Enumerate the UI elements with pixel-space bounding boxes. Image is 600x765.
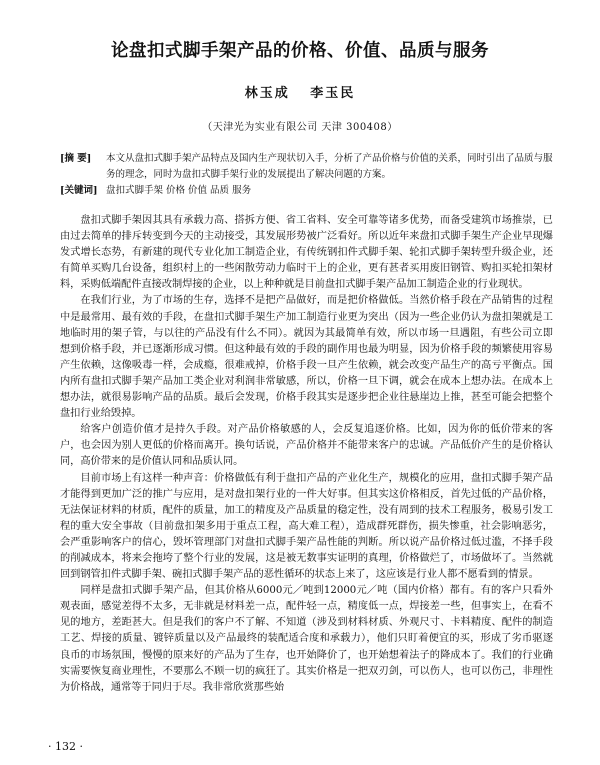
affiliation-line: （天津光为实业有限公司 天津 300408） (202, 122, 398, 133)
author-line: 林玉成 李玉民 (244, 86, 356, 101)
keywords-block (60, 183, 560, 199)
keywords-text: 盘扣式脚手架 价格 价值 品质 服务 (106, 185, 252, 196)
body-paragraph: 盘扣式脚手架因其具有承载力高、搭拆方便、省工省料、安全可靠等诸多优势，而备受建筑市场推崇，已由过去简单的排斥转变到今天的主动接受，其发展形势被广泛看好。所以近年来盘扣式脚手架生产企业早现爆发式增长态势，有新建的现代专业化加工制造企业，有传统钢扣件式脚手架、轮扣式脚手架转型升级企业，还有简单买购几台设备，组织村上的一些闲散劳动力临时干上的企业，更有甚者买用废旧钢管、购扣买轮扣架材料，采购低端配件直接改制焊接的企业，以上种种就是目前盘扣式脚手架产品加工制造企业的行业现状。 (60, 215, 553, 291)
body-paragraph: 在我们行业，为了市场的生存，选择不是把产品做好，而是把价格做低。当然价格手段在产品销售的过程中是最常用、最有效的手段，在盘扣式脚手架生产加工制造行业更为突出（因为一些企业仍认为盘扣架就是工地临时用的架子管，与以往的产品没有什么不同）。就因为其最简单有效，所以市场一旦遇阻，有些公司立即想到价格手段，并已逐渐形成习惯。但这种最有效的手段的副作用也最为明显，因为价格手段的频繁使用容易产生依赖，这像吸毒一样，会成瘾，很难戒掉，价格手段一旦产生依赖，就会改变产品生产的高亏平衡点。国内所有盘扣式脚手架产品加工类企业对利润非常敏感，所以，价格一旦下调，就会在成本上想办法。在成本上想办法，就很易影响产品的品质。最后会发现，价格手段其实是逐步把企业往悬崖边上推，甚至可能会把整个盘扣行业给毁掉。 (60, 295, 553, 420)
abstract-label: [摘 要] (60, 153, 92, 164)
abstract-text: 本文从盘扣式脚手架产品特点及国内生产现状切入手，分析了产品价格与价值的关系，同时引出了品质与服务的理念，同时为盘扣式脚手架行业的发展提出了解决问题的方案。 (106, 153, 553, 180)
body-paragraph: 给客户创造价值才是持久手段。对产品价格敏感的人，会反复追逐价格。比如，因为你的低价带来的客户，也会因为别人更低的价格而离开。换句话说，产品价格并不能带来客户的忠诚。产品低价产生的是价格认同，高价带来的是价值认同和品质认同。 (60, 424, 553, 468)
body-paragraph: 目前市场上有这样一种声音：价格做低有利于盘扣产品的产业化生产，规模化的应用，盘扣式脚手架产品才能得到更加广泛的推广与应用，是对盘扣架行业的一件大好事。但其实这价格相反，首先过低的产品价格，无法保证材料的材质，配件的质量，加工的精度及产品质量的稳定性，没有周到的技术工程服务，极易引发工程的重大安全事故（目前盘扣架多用于重点工程，高大难工程），造成群死群伤，损失惨重，社会影响恶劣，会严重影响客户的信心，毁坏管理部门对盘扣式脚手架产品性能的判断。所以说产品价格过低过滥，不择手段的削减成本，将来会拖垮了整个行业的发展，这是被无数事实证明的真理，价格做烂了，市场做坏了。当然就回到钢管扣件式脚手架、碗扣式脚手架产品的恶性循环的状态上来了，这应该是行业人都不愿看到的情景。 (60, 472, 553, 581)
article-body (60, 213, 553, 696)
paper-title: 论盘扣式脚手架产品的价格、价值、品质与服务 (111, 41, 489, 61)
abstract-block (60, 151, 560, 183)
keywords-label: [关键词] (60, 185, 98, 196)
page-number: · 132 · (48, 740, 83, 753)
body-paragraph: 同样是盘扣式脚手架产品，但其价格从6000元／吨到12000元／吨（国内价格）都有。有的客户只看外观表面，感觉差得不太多，无非就是材料差一点，配件轻一点，精度低一点，焊接差一些，但事实上，在看不见的地方，差距甚大。但是我们的客户不了解、不知道（涉及到材料材质、外观尺寸、卡料精度、配件的制造工艺、焊接的质量、镀锌质量以及产品最终的装配适合度和承载力），他们只盯着便宜的买，形成了劣币驱逐良币的市场氛围，慢慢的原来好的产品为了生存，也开始降价了，也开始想着法子的降成本了。我们的行业确实需要恢复商业理性，不要那么不顾一切的疯狂了。其实价格是一把双刃剑，可以伤人，也可以伤己，非理性为价格战，通常等于同归于尽。我非常欣赏那些始 (60, 585, 553, 693)
